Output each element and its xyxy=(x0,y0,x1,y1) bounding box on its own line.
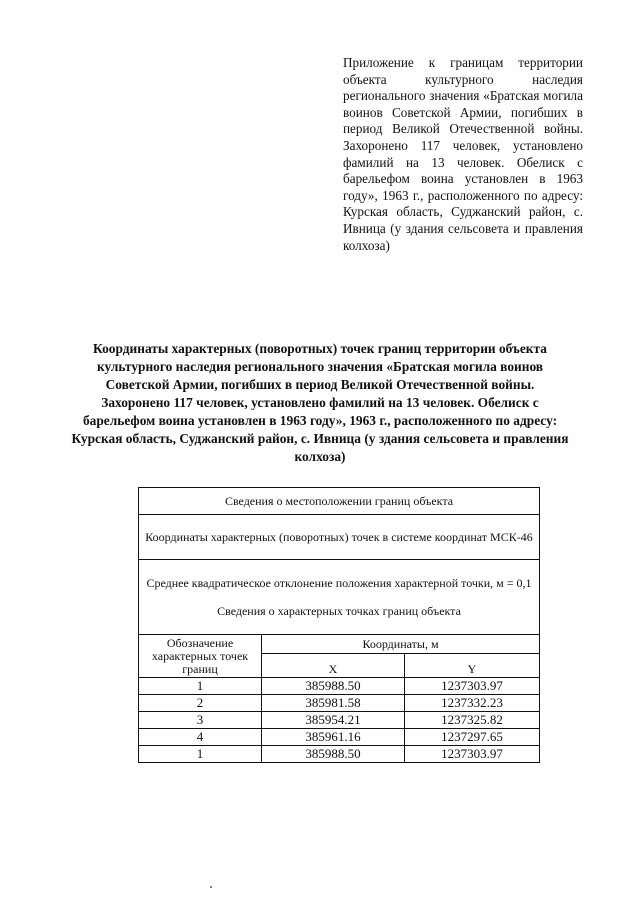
table-row xyxy=(139,695,540,712)
x-header: X xyxy=(262,654,405,678)
coordinate-system: Координаты характерных (поворотных) точек в системе координат МСК-46 xyxy=(139,515,540,560)
accuracy-cell xyxy=(139,560,540,635)
point-y: 1237303.97 xyxy=(405,746,540,763)
table-row xyxy=(139,729,540,746)
y-header: Y xyxy=(405,654,540,678)
point-x: 385954.21 xyxy=(262,712,405,729)
scan-speck xyxy=(210,886,212,888)
table-row xyxy=(139,712,540,729)
point-x: 385988.50 xyxy=(262,746,405,763)
point-number: 1 xyxy=(139,678,262,695)
point-number: 1 xyxy=(139,746,262,763)
point-number: 4 xyxy=(139,729,262,746)
point-y: 1237297.65 xyxy=(405,729,540,746)
boundary-points-table xyxy=(138,487,540,763)
point-number: 3 xyxy=(139,712,262,729)
appendix-note: Приложение к границам территории объекта культурного наследия регионального значения «Братская могила воинов Советской Армии, погибших в период Великой Отечественной войны. Захоронено 117 человек, установлено фамилий на 13 человек. Обелиск с барельефом воина установлен в 1963 году», 1963 г., расположенного по адресу: Курская область, Суджанский район, с. Ивница (у здания сельсовета и правления колхоза) xyxy=(343,55,583,253)
point-x: 385981.58 xyxy=(262,695,405,712)
designation-header: Обозначение характерных точек границ xyxy=(139,635,262,678)
point-y: 1237303.97 xyxy=(405,678,540,695)
point-x: 385961.16 xyxy=(262,729,405,746)
table-row xyxy=(139,746,540,763)
accuracy-text: Среднее квадратическое отклонение положения характерной точки, м = 0,1 xyxy=(146,576,532,590)
document-title: Координаты характерных (поворотных) точек границ территории объекта культурного наследия регионального значения «Братская могила воинов Советской Армии, погибших в период Великой Отечественной войны. Захоронено 117 человек, установлено фамилий на 13 человек. Обелиск с барельефом воина установлен в 1963 году», 1963 г., расположенного по адресу: Курская область, Суджанский район, с. Ивница (у здания сельсовета и правления колхоза) xyxy=(71,341,569,464)
point-number: 2 xyxy=(139,695,262,712)
table-row xyxy=(139,678,540,695)
coordinates-header: Координаты, м xyxy=(262,635,540,654)
point-y: 1237325.82 xyxy=(405,712,540,729)
point-y: 1237332.23 xyxy=(405,695,540,712)
points-header: Сведения о характерных точках границ объекта xyxy=(217,604,461,618)
point-x: 385988.50 xyxy=(262,678,405,695)
location-header: Сведения о местоположении границ объекта xyxy=(139,488,540,515)
